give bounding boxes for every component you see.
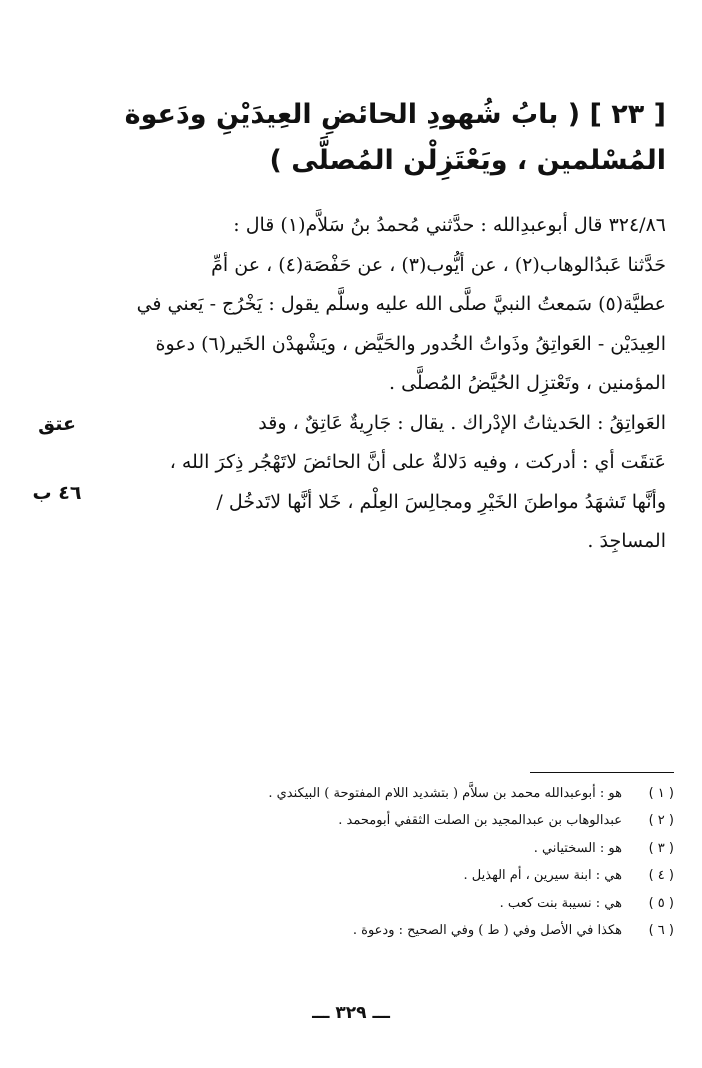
commentary-line: العَواتِقُ : الحَديثاتُ الإدْراك . يقال : جَارِيةٌ عَاتِقٌ ، وقد	[258, 411, 666, 434]
commentary-line: وأنَّها تَشهَدُ مواطنَ الخَيْرِ ومجالِسَ العِلْم ، خَلا أنَّها لاتَدخُل /	[216, 490, 666, 513]
margin-folio-marker: ٤٦ ب	[32, 482, 82, 504]
footnote-text: هي : نسيبة بنت كعب .	[499, 895, 622, 911]
main-text	[126, 206, 666, 562]
footnote	[114, 917, 674, 944]
hadith-line: حَدَّثنا عَبدُالوهاب(٢) ، عن أيُّوب(٣) ، عن حَفْصَة(٤) ، عن أمِّ	[211, 253, 666, 276]
footnote	[114, 807, 674, 834]
footnotes	[114, 780, 674, 944]
hadith-line: ٣٢٤/٨٦ قال أبوعبدِالله : حدَّثني مُحمدُ بنُ سَلاَّم(١) قال :	[233, 214, 666, 236]
commentary-paragraph	[126, 404, 666, 562]
footnote-text: هو : أبوعبدالله محمد بن سلاَّم ( بتشديد اللام المفتوحة ) البيكندي .	[268, 786, 622, 801]
footnote-number: ( ٢ )	[648, 813, 674, 829]
margin-keyword: عتق	[38, 413, 76, 435]
commentary-line: عَتقَت أي : أدركت ، وفيه دَلالةٌ على أنَّ الحائضَ لاتَهْجُر ذِكرَ الله ،	[169, 451, 666, 473]
footnote	[114, 890, 674, 917]
footnote	[114, 780, 674, 807]
footnote-text: هو : السختياني .	[533, 840, 622, 856]
footnote-text: عبدالوهاب بن عبدالمجيد بن الصلت الثقفي أبومحمد .	[338, 813, 622, 829]
footnote	[114, 835, 674, 862]
footnote-number: ( ٦ )	[648, 923, 674, 939]
footnote-number: ( ٥ )	[648, 895, 674, 911]
footnote-text: هي : ابنة سيرين ، أم الهذيل .	[463, 868, 622, 884]
commentary-line: المساجِدَ .	[587, 530, 666, 552]
footnote	[114, 862, 674, 889]
footnote-number: ( ٤ )	[648, 868, 674, 884]
chapter-heading-line-2: المُسْلمين ، ويَعْتَزِلْن المُصلَّى )	[269, 145, 666, 176]
hadith-line: عطيَّة(٥) سَمعتُ النبيَّ صلَّى الله عليه وسلَّم يقول : يَخْرُج - يَعني في	[136, 293, 666, 315]
hadith-line: المؤمنين ، وتَعْتزِل الحُيَّضُ المُصلَّى .	[389, 372, 666, 394]
page-number: ـــ ٣٢٩ ـــ	[312, 1003, 390, 1023]
chapter-heading-line-1: [ ٢٣ ] ( بابُ شُهودِ الحائضِ العِيدَيْنِ ودَعوة	[124, 99, 666, 130]
chapter-heading	[106, 92, 666, 184]
footnote-number: ( ١ )	[648, 786, 674, 801]
footnote-text: هكذا في الأصل وفي ( ط ) وفي الصحيح : ودعوة .	[352, 923, 622, 939]
footnote-number: ( ٣ )	[648, 840, 674, 856]
footnote-divider	[530, 772, 674, 773]
hadith-paragraph	[126, 206, 666, 404]
hadith-line: العِيدَيْن - العَواتِقُ وذَواتُ الخُدور والحَيَّض ، ويَشْهدْن الخَير(٦) دعوة	[155, 332, 666, 355]
